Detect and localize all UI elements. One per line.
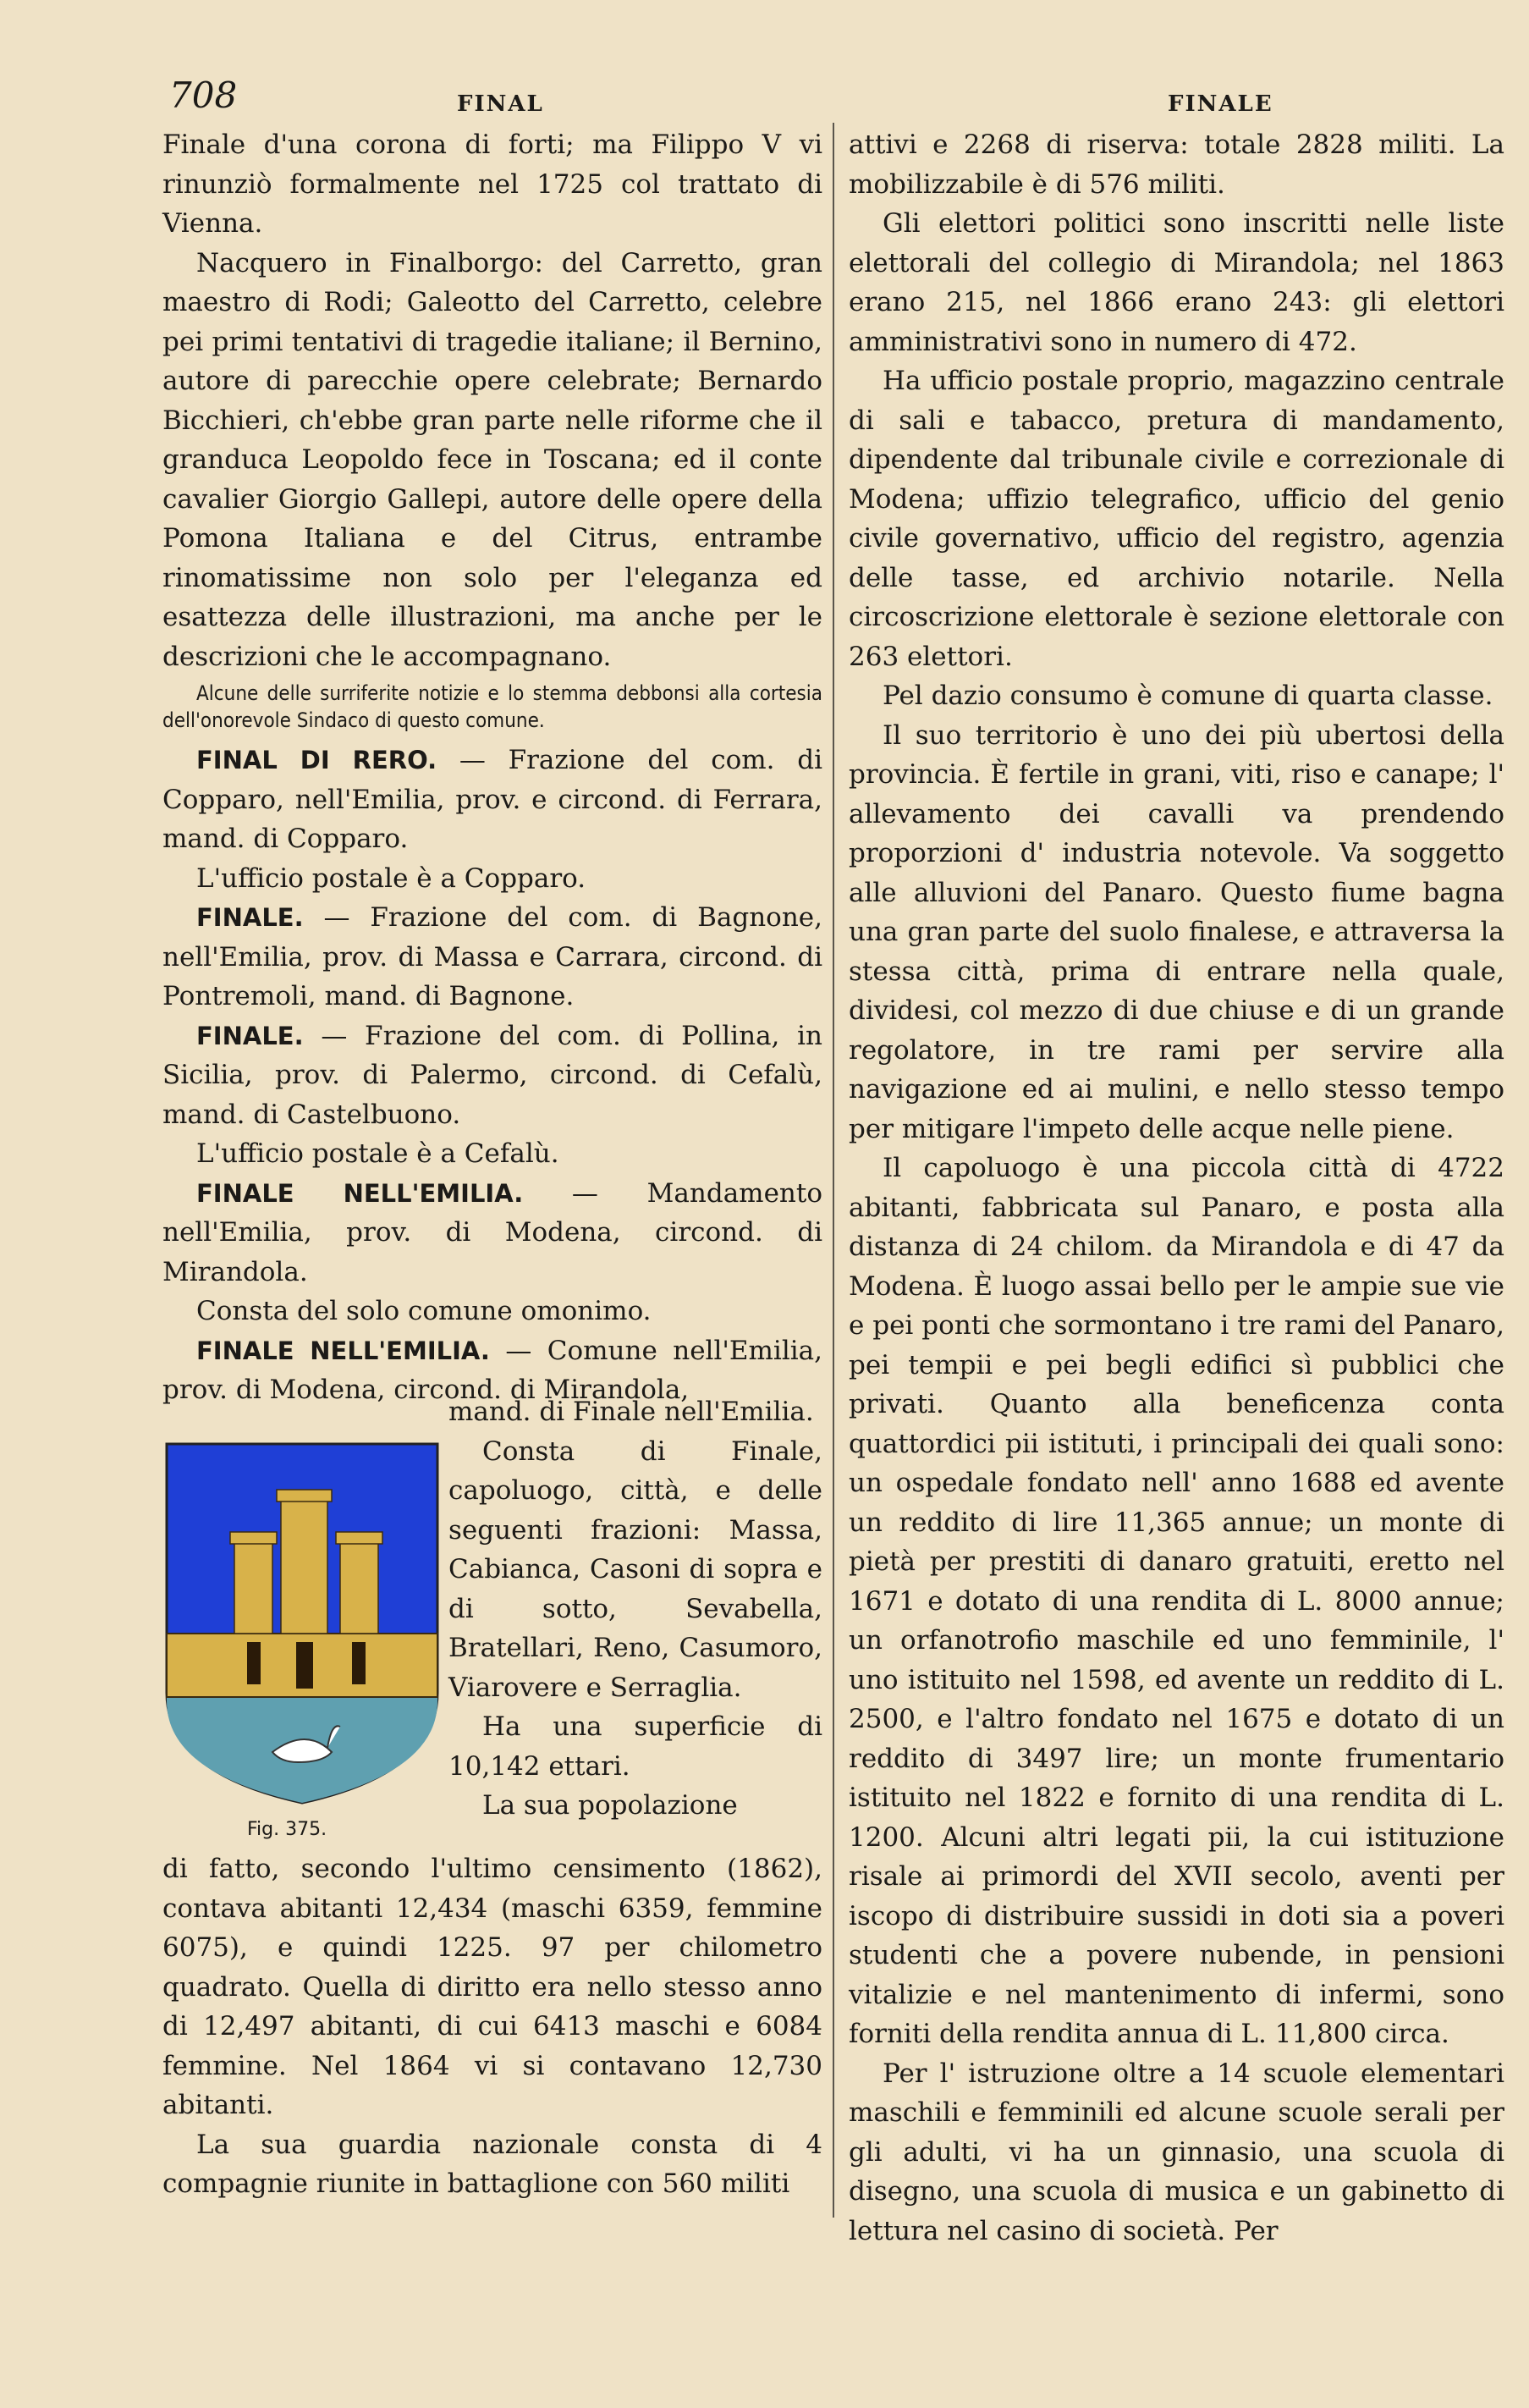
paragraph: L'ufficio postale è a Copparo. — [196, 862, 586, 894]
left-column — [162, 125, 822, 1410]
paragraph: Gli elettori politici sono inscritti nelle liste elettorali del collegio di Mirandola; nel 1863 erano 215, nel 1866 erano 243: gli elettori amministrativi sono in numero di 472. — [849, 208, 1504, 357]
paragraph: Il suo territorio è uno dei più ubertosi della provincia. È fertile in grani, viti, riso e canape; l' allevamento dei cavalli va prendendo proporzioni d' industria notevole. Va soggetto alle alluvioni del Panaro. Questo fiume bagna una gran parte del suolo finalese, e attraversa la stessa città, prima di entrare nella quale, dividesi, col mezzo di due chiuse e di un grande regolatore, in tre rami per servire alla navigazione ed ai mulini, e nello stesso tempo per mitigare l'impeto delle acque nelle piene. — [849, 719, 1504, 1144]
entry-heading: FINALE NELL'EMILIA. — [196, 1336, 490, 1365]
page-number: 708 — [169, 74, 238, 116]
entry-text: — Comune nell'Emilia, prov. di Modena, circond. di Mirandola, — [162, 1335, 823, 1405]
paragraph: Finale d'una corona di forti; ma Filippo V vi rinunziò formalmente nel 1725 col trattato di Vienna. — [162, 129, 822, 239]
paragraph: L'ufficio postale è a Cefalù. — [196, 1138, 559, 1169]
paragraph: Ha ufficio postale proprio, magazzino centrale di sali e tabacco, pretura di mandamento, dipendente dal tribunale civile e correzionale di Modena; uffizio telegrafico, ufficio del genio civile governativo, ufficio del registro, agenzia delle tasse, ed archivio notarile. Nella circoscrizione elettorale è sezione elettorale con 263 elettori. — [849, 366, 1504, 672]
paragraph: attivi e 2268 di riserva: totale 2828 militi. La mobilizzabile è di 576 militi. — [849, 129, 1504, 200]
entry-text: — Frazione del com. di Pollina, in Sicilia, prov. di Palermo, circond. di Cefalù, mand. di Castelbuono. — [162, 1020, 822, 1130]
right-column — [849, 125, 1504, 2251]
column-divider — [833, 123, 834, 2218]
wrapped-text — [448, 1392, 822, 1826]
coat-of-arms-figure — [162, 1439, 442, 1837]
paragraph: Il capoluogo è una piccola città di 4722 abitanti, fabbricata sul Panaro, e posta alla distanza di 24 chilom. da Mirandola e di 47 da Modena. È luogo assai bello per le ampie sue vie e pei ponti che sormontano i tre rami del Panaro, pei tempii e pei begli edifici sì pubblici che privati. Quanto alla beneficenza conta quattordici pii istituti, i principali dei quali sono: un ospedale fondato nell' anno 1688 ed avente un reddito di lire 11,365 annue; un monte di pietà per prestiti di danaro gratuiti, eretto nel 1671 e dotato di una rendita di L. 8000 annue; un orfanotrofio maschile ed uno femminile, l' uno istituito nel 1598, ed avente un reddito di L. 2500, e l'altro fondato nel 1675 e dotato di un reddito di 3497 lire; un monte frumentario istituito nel 1822 e fornito di una rendita di L. 1200. Alcuni altri legati pii, la cui istituzione risale ai primordi del XVII secolo, aventi per iscopo di distribuire sussidi in doti sia a poveri studenti che a povere nubende, in pensioni vitalizie e nel mantenimento di infermi, sono forniti della rendita annua di L. 11,800 circa. — [849, 1153, 1504, 2049]
footnote: Alcune delle surriferite notizie e lo stemma debbonsi alla cortesia dell'onorevole Sindaco di questo comune. — [162, 681, 822, 732]
entry-heading: FINAL DI RERO. — [196, 746, 437, 774]
entry-heading: FINALE NELL'EMILIA. — [196, 1178, 524, 1208]
entry-text: — Frazione del com. di Copparo, nell'Emilia, prov. e circond. di Ferrara, mand. di Copparo. — [162, 745, 822, 854]
entry-finale-bagnone — [162, 898, 822, 1017]
entry-heading: FINALE. — [196, 903, 304, 932]
entry-heading: FINALE. — [196, 1021, 304, 1050]
running-head-left: FINAL — [457, 91, 544, 117]
entry-finale-mandamento — [162, 1174, 822, 1292]
paragraph: Per l' istruzione oltre a 14 scuole elementari maschili e femminili ed alcune scuole serali per gli adulti, vi ha un ginnasio, una scuola di disegno, una scuola di musica e un gabinetto di lettura nel casino di società. Per — [849, 2058, 1504, 2246]
tower-right — [340, 1540, 378, 1634]
entry-finale-pollina — [162, 1017, 822, 1135]
paragraph: Nacquero in Finalborgo: del Carretto, gran maestro di Rodi; Galeotto del Carretto, celebre pei primi tentativi di tragedie italiane; il Bernino, autore di parecchie opere celebrate; Bernardo Bicchieri, ch'ebbe gran parte nelle riforme che il granduca Leopoldo fece in Toscana; ed il conte cavalier Giorgio Gallepi, autore delle opere della Pomona Italiana e del Citrus, entrambe rinomatissime non solo per l'eleganza ed esattezza delle illustrazioni, ma anche per le descrizioni che le accompagnano. — [162, 247, 822, 672]
entry-final-di-rero — [162, 741, 822, 859]
paragraph: La sua guardia nazionale consta di 4 compagnie riunite in battaglione con 560 militi — [162, 2129, 822, 2199]
paragraph: Ha una superficie di 10,142 ettari. — [448, 1711, 822, 1782]
tower-center — [281, 1498, 327, 1634]
paragraph: Consta di Finale, capoluogo, città, e delle seguenti frazioni: Massa, Cabianca, Casoni di sopra e di sotto, Sevabella, Bratellari, Reno, Casumoro, Viarovere e Serraglia. — [448, 1435, 822, 1703]
tower-left — [234, 1540, 272, 1634]
left-column-continued — [162, 1849, 822, 2204]
entry-text: — Mandamento nell'Emilia, prov. di Modena, circond. di Mirandola. — [162, 1177, 822, 1287]
paragraph: mand. di Finale nell'Emilia. — [448, 1397, 814, 1427]
paragraph: La sua popolazione — [482, 1790, 738, 1821]
paragraph: di fatto, secondo l'ultimo censimento (1862), contava abitanti 12,434 (maschi 6359, femmine 6075), e quindi 1225. 97 per chilometro quadrato. Quella di diritto era nello stesso anno di 12,497 abitanti, di cui 6413 maschi e 6084 femmine. Nel 1864 vi si contavano 12,730 abitanti. — [162, 1854, 822, 2120]
figure-caption: Fig. 375. — [247, 1819, 327, 1840]
paragraph: Pel dazio consumo è comune di quarta classe. — [883, 681, 1493, 711]
paragraph: Consta del solo comune omonimo. — [196, 1296, 652, 1326]
entry-text: — Frazione del com. di Bagnone, nell'Emilia, prov. di Massa e Carrara, circond. di Pontremoli, mand. di Bagnone. — [162, 902, 822, 1011]
running-head-right: FINALE — [1168, 91, 1273, 117]
